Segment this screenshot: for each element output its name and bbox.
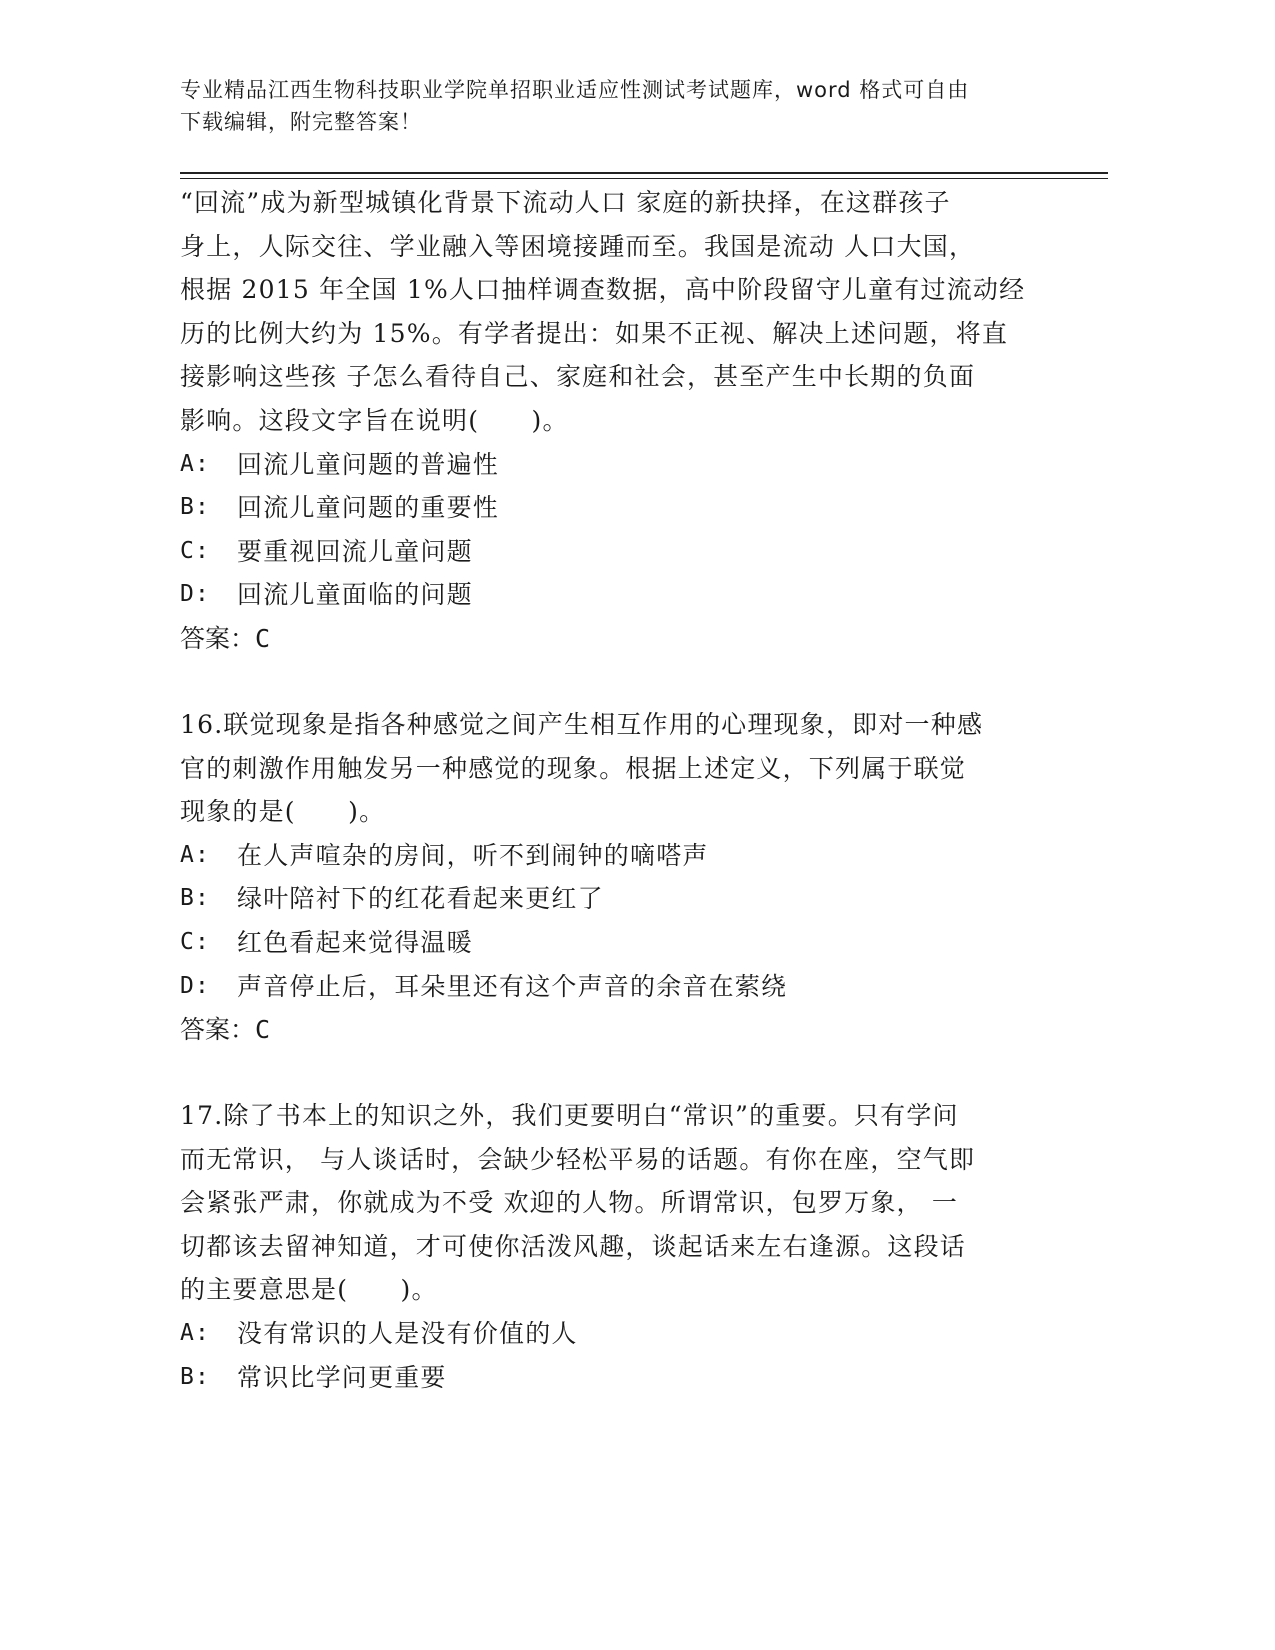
option-text: 声音停止后，耳朵里还有这个声音的余音在萦绕	[237, 971, 788, 1001]
question-15-stem	[180, 181, 1040, 443]
stem-line: 历的比例大约为 15%。有学者提出：如果不正视、解决上述问题，将直	[180, 318, 1009, 348]
option-text: 绿叶陪衬下的红花看起来更红了	[237, 884, 604, 914]
question-15-block	[180, 181, 1040, 661]
option-d	[180, 965, 1040, 1009]
option-text: 回流儿童问题的重要性	[237, 493, 500, 523]
option-b	[180, 1356, 1040, 1400]
option-letter: C:	[180, 928, 211, 955]
answer-value: C	[255, 1015, 271, 1045]
option-letter: A:	[180, 450, 211, 477]
option-c	[180, 530, 1040, 574]
stem-line: 影响。这段文字旨在说明( )。	[180, 405, 569, 435]
stem-line: 17.除了书本上的知识之外，我们更要明白“常识”的重要。只有学问	[180, 1101, 959, 1130]
option-d	[180, 573, 1040, 617]
option-text: 常识比学问更重要	[237, 1362, 447, 1392]
header-rule-thick	[180, 172, 1108, 174]
option-text: 回流儿童面临的问题	[237, 580, 473, 610]
option-a	[180, 443, 1040, 487]
document-header	[180, 74, 1110, 138]
stem-line: “回流”成为新型城镇化背景下流动人口 家庭的新抉择，在这群孩子	[180, 188, 951, 217]
option-text: 红色看起来觉得温暖	[237, 927, 473, 957]
stem-line: 官的刺激作用触发另一种感觉的现象。根据上述定义，下列属于联觉	[180, 753, 967, 783]
option-letter: C:	[180, 537, 211, 564]
option-letter: B:	[180, 494, 211, 521]
option-b	[180, 486, 1040, 530]
stem-line: 的主要意思是( )。	[180, 1275, 438, 1305]
option-text: 在人声喧杂的房间，听不到闹钟的嘀嗒声	[237, 840, 709, 870]
stem-line: 而无常识， 与人谈话时，会缺少轻松平易的话题。有你在座，空气即	[180, 1144, 976, 1174]
question-16-stem	[180, 703, 1040, 834]
option-letter: D:	[180, 581, 211, 608]
stem-line: 身上，人际交往、学业融入等困境接踵而至。我国是流动 人口大国，	[180, 231, 976, 261]
option-letter: D:	[180, 972, 211, 999]
stem-line: 会紧张严肃，你就成为不受 欢迎的人物。所谓常识，包罗万象， 一	[180, 1188, 959, 1218]
answer-line	[180, 1008, 1040, 1052]
answer-label: 答案：	[180, 623, 256, 653]
answer-value: C	[255, 623, 271, 653]
option-b	[180, 877, 1040, 921]
option-letter: A:	[180, 1319, 211, 1346]
answer-line	[180, 617, 1040, 661]
option-a	[180, 834, 1040, 878]
option-a	[180, 1312, 1040, 1356]
stem-line: 接影响这些孩 子怎么看待自己、家庭和社会，甚至产生中长期的负面	[180, 362, 976, 392]
option-letter: B:	[180, 1363, 211, 1390]
header-rule-thin	[180, 178, 1108, 179]
stem-line: 16.联觉现象是指各种感觉之间产生相互作用的心理现象，即对一种感	[180, 710, 984, 739]
stem-line: 根据 2015 年全国 1%人口抽样调查数据，高中阶段留守儿童有过流动经	[180, 275, 1026, 305]
answer-label: 答案：	[180, 1015, 256, 1045]
question-17-block	[180, 1094, 1040, 1399]
option-text: 没有常识的人是没有价值的人	[237, 1318, 578, 1348]
stem-line: 切都该去留神知道，才可使你活泼风趣，谈起话来左右逢源。这段话	[180, 1231, 967, 1261]
header-line-2: 下载编辑，附完整答案！	[180, 110, 422, 134]
option-letter: A:	[180, 841, 211, 868]
header-line-1: 专业精品江西生物科技职业学院单招职业适应性测试考试题库，word 格式可自由	[180, 78, 970, 102]
option-text: 要重视回流儿童问题	[237, 536, 473, 566]
option-c	[180, 921, 1040, 965]
option-text: 回流儿童问题的普遍性	[237, 449, 500, 479]
option-letter: B:	[180, 885, 211, 912]
stem-line: 现象的是( )。	[180, 797, 386, 827]
question-16-block	[180, 703, 1040, 1052]
question-17-stem	[180, 1094, 1040, 1312]
